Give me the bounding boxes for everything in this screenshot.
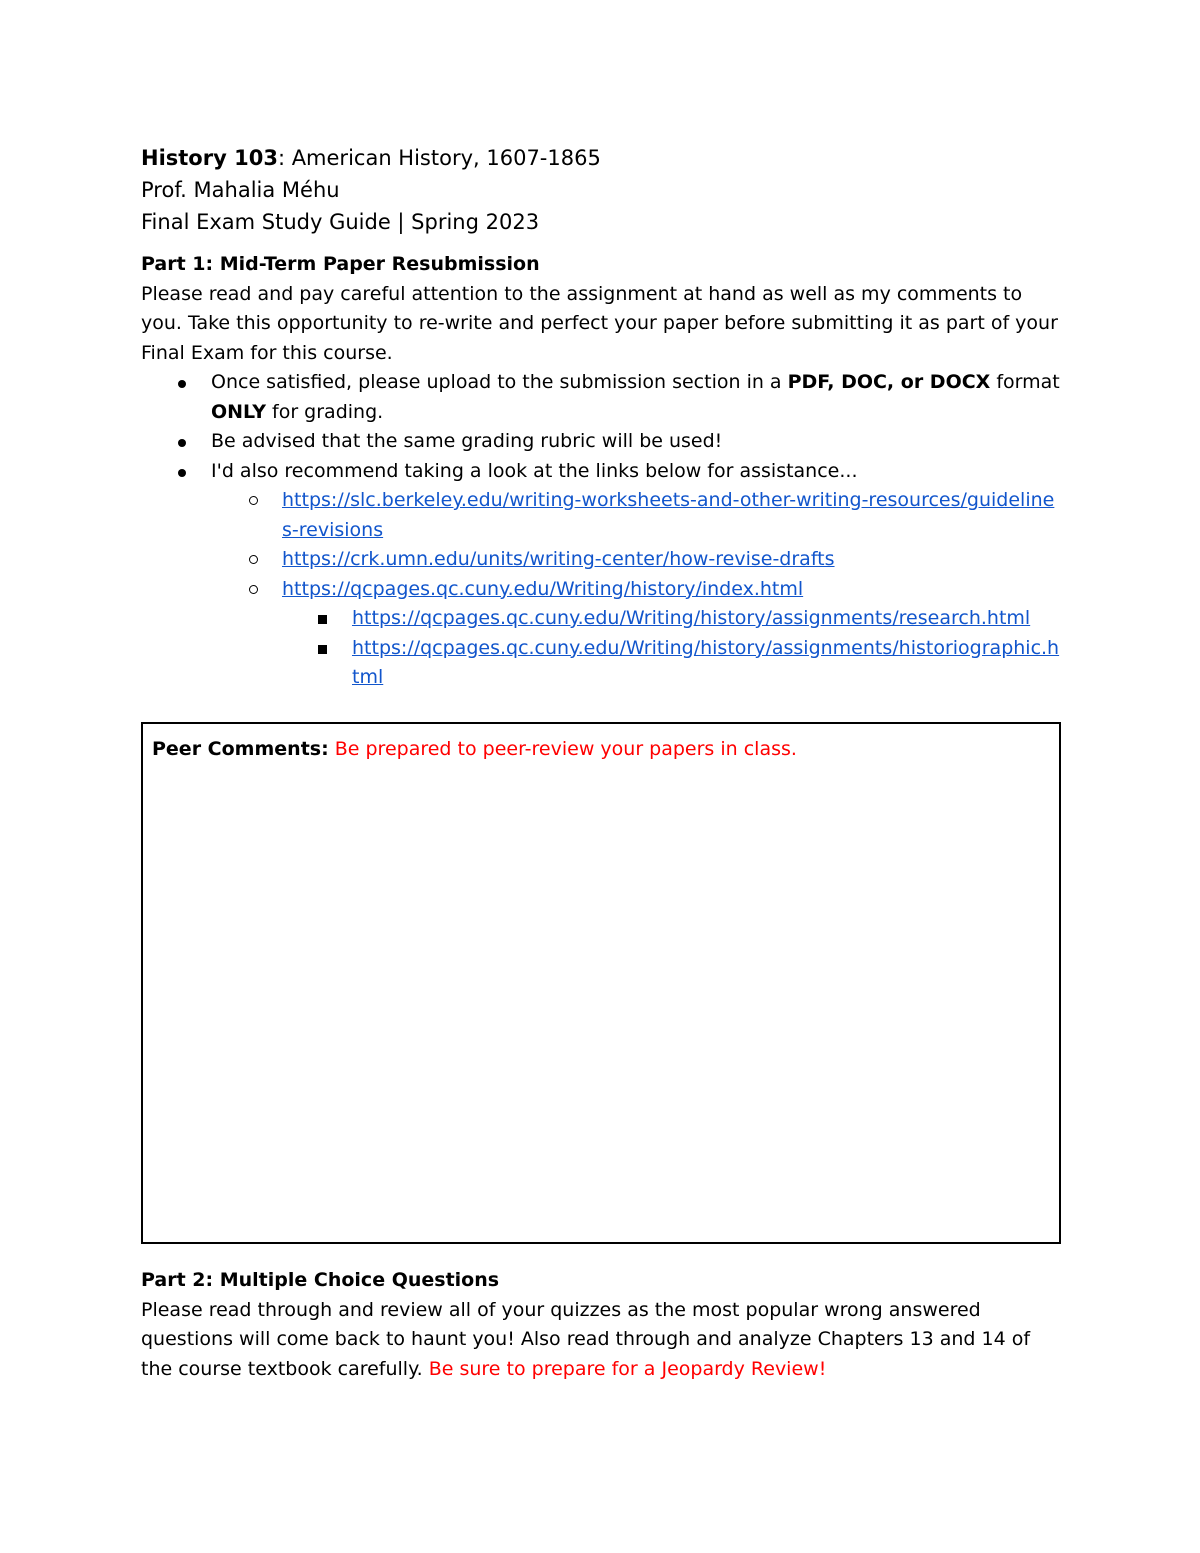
list-item: Once satisfied, please upload to the submission section in a PDF, DOC, or DOCX format ONLY for grading. xyxy=(141,368,1061,427)
peer-comments-note: Be prepared to peer-review your papers in class. xyxy=(328,738,797,760)
part2-section xyxy=(141,1266,1061,1384)
bullet-square-icon xyxy=(318,645,327,654)
list-item xyxy=(282,604,1061,634)
list-item xyxy=(211,575,1061,693)
part2-title: Part 2: Multiple Choice Questions xyxy=(141,1269,500,1291)
cuny-sublink-list xyxy=(282,604,1061,693)
course-title: : American History, 1607-1865 xyxy=(277,146,601,170)
link-cuny-history-index[interactable]: https://qcpages.qc.cuny.edu/Writing/history/index.html xyxy=(282,577,804,600)
bullet-circle-icon xyxy=(249,496,258,505)
course-line xyxy=(141,142,1061,174)
link-cuny-historiographic[interactable]: https://qcpages.qc.cuny.edu/Writing/history/assignments/historiographic.html xyxy=(352,636,1060,688)
part1-bullet-list xyxy=(141,368,1061,693)
bullet-dot-icon xyxy=(178,469,186,477)
peer-comments-box[interactable] xyxy=(141,722,1061,1244)
jeopardy-note: Be sure to prepare for a Jeopardy Review! xyxy=(428,1357,827,1380)
link-berkeley-revisions[interactable]: https://slc.berkeley.edu/writing-worksheets-and-other-writing-resources/guidelines-revisions xyxy=(282,489,1055,541)
peer-comments-label: Peer Comments: xyxy=(152,738,329,760)
bullet-dot-icon xyxy=(178,439,186,447)
part1-intro: Please read and pay careful attention to the assignment at hand as well as my comments to you. Take this opportunity to re-write and perfect your paper before submitting it as part of your Final Exam for this course. xyxy=(141,282,1058,364)
bullet-square-icon xyxy=(318,615,327,624)
list-item xyxy=(282,634,1061,693)
peer-comments-heading xyxy=(152,735,797,764)
list-item: Be advised that the same grading rubric will be used! xyxy=(141,427,1061,457)
link-umn-revise-drafts[interactable]: https://crk.umn.edu/units/writing-center/how-revise-drafts xyxy=(282,548,835,570)
bullet-circle-icon xyxy=(249,555,258,564)
resource-link-list xyxy=(211,486,1061,693)
list-item: I'd also recommend taking a look at the links below for assistance... https://slc.berkeley.edu/writing-worksheets-and-other-writing-resources/guidelines-revisions https://crk.umn.edu/units/writing-center/how-revise-drafts https://qcpages.qc.cuny.edu/Writing/history/index.html https://qcpages.qc.cuny.edu/Writing/history/assignments/research.html https://qcpages.qc.cuny.edu/Writing/history/assignments/historiographic.html xyxy=(141,457,1061,693)
link-cuny-research[interactable]: https://qcpages.qc.cuny.edu/Writing/history/assignments/research.html xyxy=(352,607,1031,629)
guide-title: Final Exam Study Guide | Spring 2023 xyxy=(141,210,540,234)
part2-text: Please read through and review all of your quizzes as the most popular wrong answered questions will come back to haunt you! Also read through and analyze Chapters 13 and 14 of the course textbook carefully. Be sure to prepare for a Jeopardy Review! xyxy=(141,1298,1031,1380)
bullet-circle-icon xyxy=(249,585,258,594)
document-body xyxy=(141,142,1061,693)
course-code: History 103 xyxy=(141,146,278,170)
bullet-dot-icon xyxy=(178,380,186,388)
list-item xyxy=(211,486,1061,545)
professor-name: Prof. Mahalia Méhu xyxy=(141,178,340,202)
list-item xyxy=(211,545,1061,575)
part1-title: Part 1: Mid-Term Paper Resubmission xyxy=(141,253,540,275)
